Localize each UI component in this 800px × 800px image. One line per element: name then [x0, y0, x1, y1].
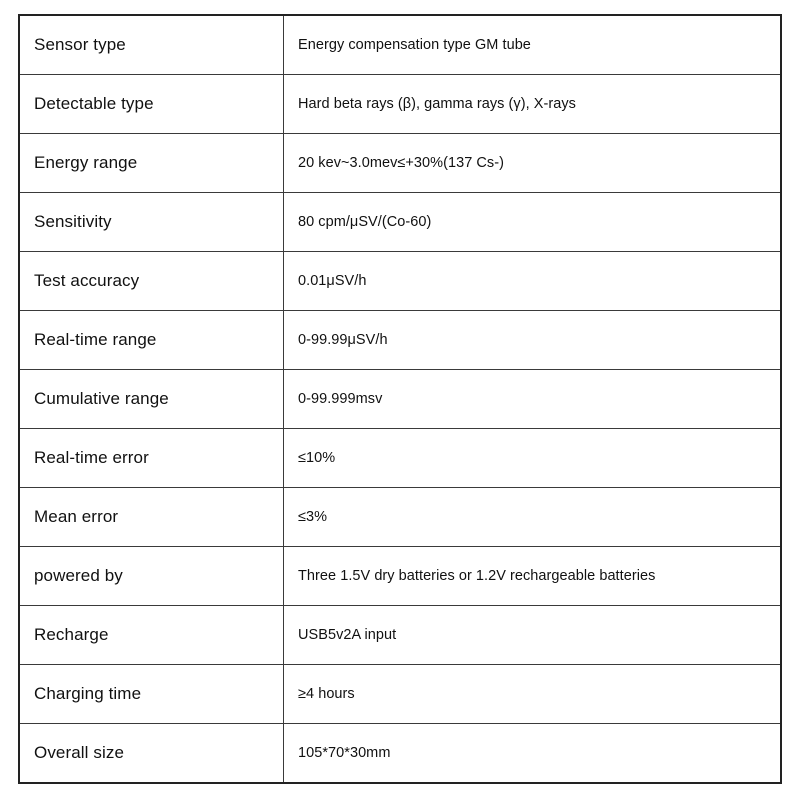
specifications-table	[18, 14, 782, 784]
spec-value: 0-99.99μSV/h	[284, 310, 782, 369]
spec-value: ≤3%	[284, 488, 782, 547]
spec-label: Real-time range	[19, 310, 284, 369]
spec-label: Real-time error	[19, 428, 284, 487]
table-row	[19, 606, 781, 665]
table-row	[19, 74, 781, 133]
spec-value: Hard beta rays (β), gamma rays (γ), X-rays	[284, 74, 782, 133]
table-row	[19, 15, 781, 74]
spec-label: Mean error	[19, 488, 284, 547]
spec-label: Cumulative range	[19, 369, 284, 428]
spec-label: Charging time	[19, 665, 284, 724]
spec-value: Three 1.5V dry batteries or 1.2V rechargeable batteries	[284, 547, 782, 606]
spec-label: Energy range	[19, 133, 284, 192]
spec-label: Sensor type	[19, 15, 284, 74]
table-row	[19, 133, 781, 192]
table-row	[19, 310, 781, 369]
table-row	[19, 428, 781, 487]
table-row	[19, 488, 781, 547]
spec-label: Recharge	[19, 606, 284, 665]
spec-label: Overall size	[19, 724, 284, 783]
table-row	[19, 665, 781, 724]
spec-value: 0-99.999msv	[284, 369, 782, 428]
spec-value: 80 cpm/μSV/(Co-60)	[284, 192, 782, 251]
spec-value: 20 kev~3.0mev≤+30%(137 Cs-)	[284, 133, 782, 192]
table-row	[19, 192, 781, 251]
specifications-table-body	[19, 15, 781, 783]
spec-label: Sensitivity	[19, 192, 284, 251]
table-row	[19, 547, 781, 606]
spec-label: powered by	[19, 547, 284, 606]
spec-value: USB5v2A input	[284, 606, 782, 665]
spec-value: 0.01μSV/h	[284, 251, 782, 310]
spec-value: Energy compensation type GM tube	[284, 15, 782, 74]
spec-value: ≥4 hours	[284, 665, 782, 724]
table-row	[19, 251, 781, 310]
spec-label: Detectable type	[19, 74, 284, 133]
spec-label: Test accuracy	[19, 251, 284, 310]
spec-value: ≤10%	[284, 428, 782, 487]
spec-value: 105*70*30mm	[284, 724, 782, 783]
table-row	[19, 369, 781, 428]
table-row	[19, 724, 781, 783]
